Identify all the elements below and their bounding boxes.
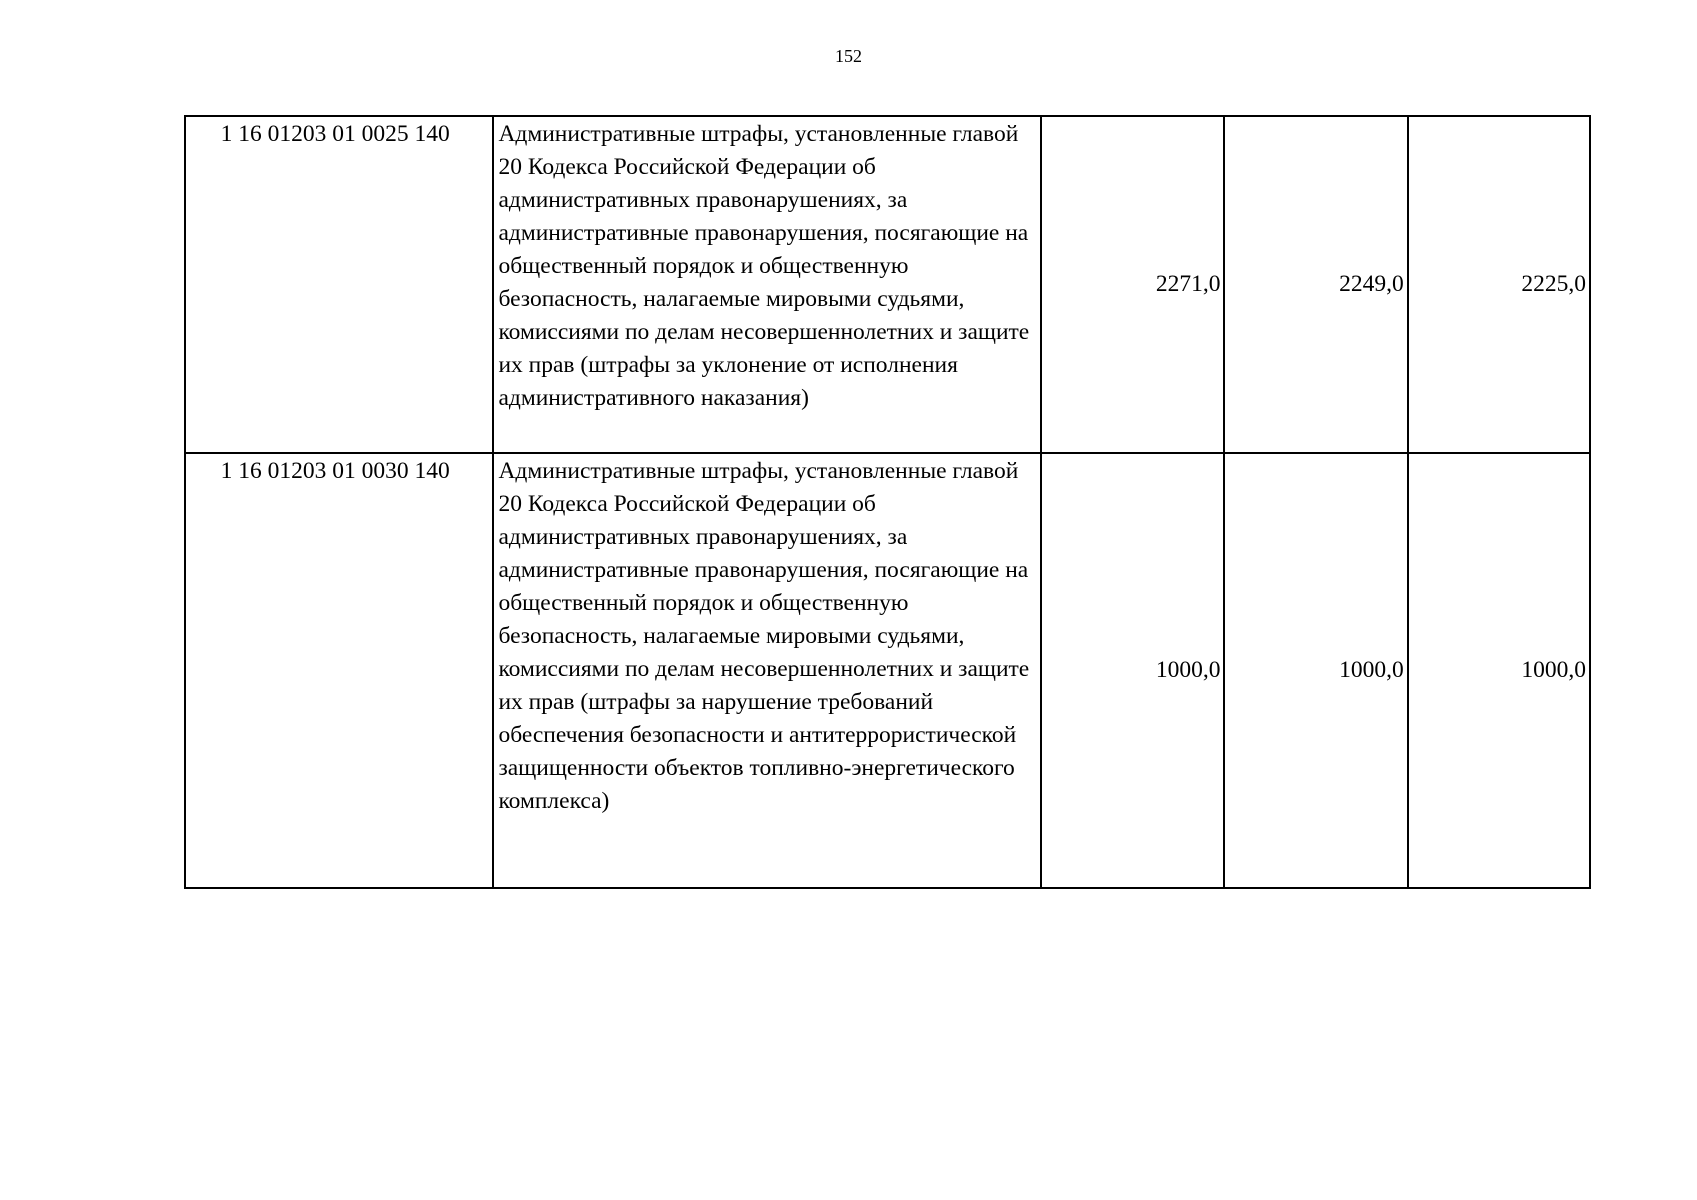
amount-year-1-cell: 2271,0 bbox=[1041, 116, 1224, 453]
amount-year-1-cell: 1000,0 bbox=[1041, 453, 1224, 888]
table-row bbox=[185, 453, 1590, 888]
budget-revenue-table bbox=[184, 115, 1591, 889]
amount-year-2-cell: 2249,0 bbox=[1224, 116, 1407, 453]
budget-code-cell: 1 16 01203 01 0025 140 bbox=[185, 116, 493, 453]
budget-code-cell: 1 16 01203 01 0030 140 bbox=[185, 453, 493, 888]
amount-year-2-cell: 1000,0 bbox=[1224, 453, 1407, 888]
amount-year-3-cell: 2225,0 bbox=[1408, 116, 1590, 453]
description-cell: Административные штрафы, установленные главой 20 Кодекса Российской Федерации об административных правонарушениях, за административные правонарушения, посягающие на общественный порядок и общественную безопасность, налагаемые мировыми судьями, комиссиями по делам несовершеннолетних и защите их прав (штрафы за нарушение требований обеспечения безопасности и антитеррористической защищенности объектов топливно-энергетического комплекса) bbox=[493, 453, 1041, 888]
amount-year-3-cell: 1000,0 bbox=[1408, 453, 1590, 888]
table-row bbox=[185, 116, 1590, 453]
description-cell: Административные штрафы, установленные главой 20 Кодекса Российской Федерации об административных правонарушениях, за административные правонарушения, посягающие на общественный порядок и общественную безопасность, налагаемые мировыми судьями, комиссиями по делам несовершеннолетних и защите их прав (штрафы за уклонение от исполнения административного наказания) bbox=[493, 116, 1041, 453]
page-number: 152 bbox=[835, 46, 862, 66]
